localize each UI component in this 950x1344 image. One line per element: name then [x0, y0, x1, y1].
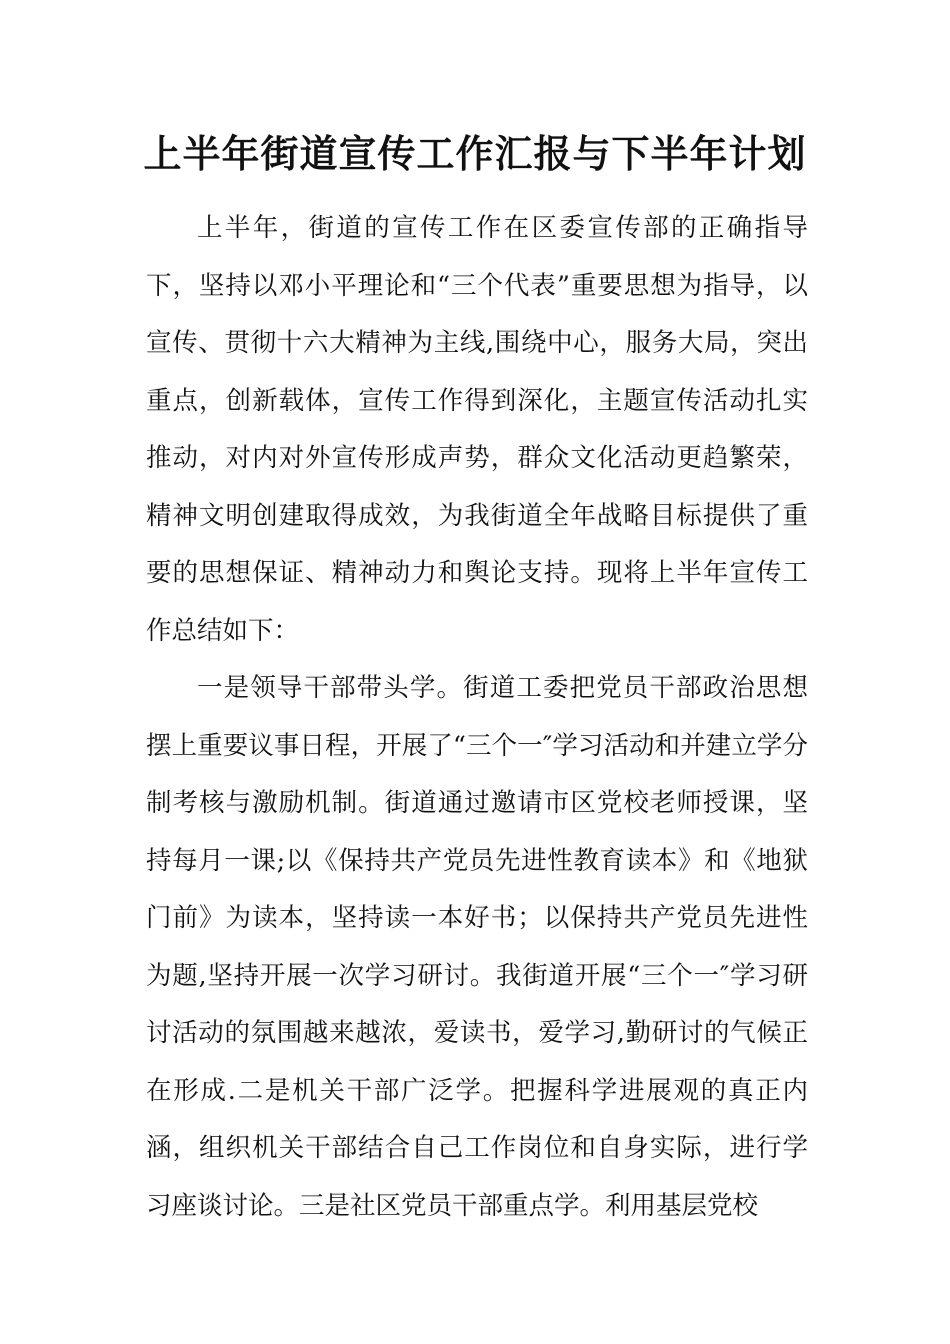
document-title: 上半年街道宣传工作汇报与下半年计划 [143, 131, 807, 176]
paragraph-study: 一是领导干部带头学。街道工委把党员干部政治思想摆上重要议事日程，开展了“三个一″学习活动和并建立学分制考核与激励机制。街道通过邀请市区党校老师授课，坚持每月一课;以《保持共产党员先进性教育读本》和《地狱门前》为读本，坚持读一本好书；以保持共产党员先进性为题,坚持开展一次学习研讨。我街道开展“三个一″学习研讨活动的氛围越来越浓，爱读书，爱学习,勤研讨的气候正在形成.二是机关干部广泛学。把握科学进展观的真正内涵，组织机关干部结合自己工作岗位和自身实际，进行学习座谈讨论。三是社区党员干部重点学。利用基层党校 [146, 673, 808, 1221]
paragraph-intro: 上半年，街道的宣传工作在区委宣传部的正确指导下，坚持以邓小平理论和“三个代表”重要思想为指导，以宣传、贯彻十六大精神为主线,围绕中心，服务大局，突出重点，创新载体，宣传工作得到深化，主题宣传活动扎实推动，对内对外宣传形成声势，群众文化活动更趋繁荣，精神文明创建取得成效，为我街道全年战略目标提供了重要的思想保证、精神动力和舆论支持。现将上半年宣传工作总结如下： [146, 213, 808, 646]
document-body [146, 200, 808, 1235]
